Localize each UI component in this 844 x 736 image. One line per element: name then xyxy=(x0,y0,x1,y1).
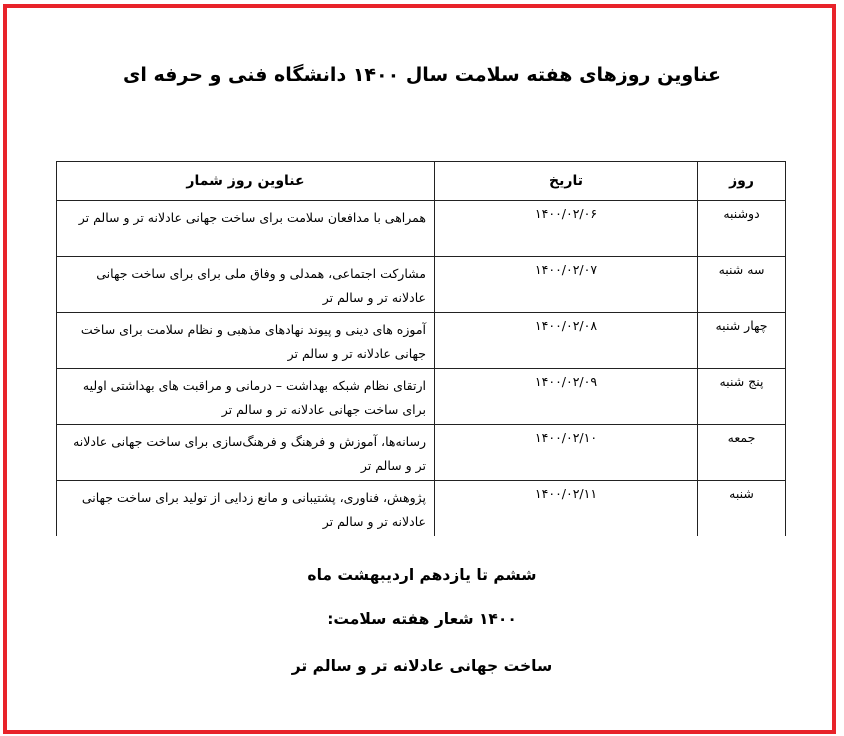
cell-day: پنج شنبه xyxy=(698,369,786,425)
footer-slogan: ساخت جهانی عادلانه تر و سالم تر xyxy=(291,657,553,675)
document-title: عناوین روزهای هفته سلامت سال ۱۴۰۰ دانشگاه فنی و حرفه ای xyxy=(122,64,722,86)
header-topic: عناوین روز شمار xyxy=(57,162,435,201)
footer-slogan-heading: ۱۴۰۰ شعار هفته سلامت: xyxy=(327,610,517,628)
table-row xyxy=(57,201,786,257)
cell-day: چهار شنبه xyxy=(698,313,786,369)
cell-topic: رسانه‌ها، آموزش و فرهنگ و فرهنگ‌سازی برای ساخت جهانی عادلانه تر و سالم تر xyxy=(57,425,435,481)
table-row xyxy=(57,257,786,313)
cell-day: شنبه xyxy=(698,481,786,537)
cell-topic: مشارکت اجتماعی، همدلی و وفاق ملی برای برای ساخت جهانی عادلانه تر و سالم تر xyxy=(57,257,435,313)
cell-topic: ارتقای نظام شبکه بهداشت – درمانی و مراقبت های بهداشتی اولیه برای ساخت جهانی عادلانه تر و سالم تر xyxy=(57,369,435,425)
table-row xyxy=(57,313,786,369)
health-week-table xyxy=(56,161,786,536)
cell-date: ۱۴۰۰/۰۲/۱۰ xyxy=(435,425,698,481)
cell-date: ۱۴۰۰/۰۲/۰۹ xyxy=(435,369,698,425)
cell-date: ۱۴۰۰/۰۲/۰۶ xyxy=(435,201,698,257)
header-day: روز xyxy=(698,162,786,201)
table-row xyxy=(57,369,786,425)
cell-topic: پژوهش، فناوری، پشتیبانی و مانع زدایی از تولید برای ساخت جهانی عادلانه تر و سالم تر xyxy=(57,481,435,537)
cell-topic: آموزه های دینی و پیوند نهادهای مذهبی و نظام سلامت برای ساخت جهانی عادلانه تر و سالم تر xyxy=(57,313,435,369)
table-header-row xyxy=(57,162,786,201)
cell-date: ۱۴۰۰/۰۲/۱۱ xyxy=(435,481,698,537)
cell-day: دوشنبه xyxy=(698,201,786,257)
cell-date: ۱۴۰۰/۰۲/۰۸ xyxy=(435,313,698,369)
table-row xyxy=(57,481,786,537)
cell-day: جمعه xyxy=(698,425,786,481)
cell-topic: همراهی با مدافعان سلامت برای ساخت جهانی عادلانه تر و سالم تر xyxy=(57,201,435,257)
footer-date-range: ششم تا یازدهم اردیبهشت ماه xyxy=(307,566,537,584)
table-row xyxy=(57,425,786,481)
cell-day: سه شنبه xyxy=(698,257,786,313)
header-date: تاریخ xyxy=(435,162,698,201)
cell-date: ۱۴۰۰/۰۲/۰۷ xyxy=(435,257,698,313)
